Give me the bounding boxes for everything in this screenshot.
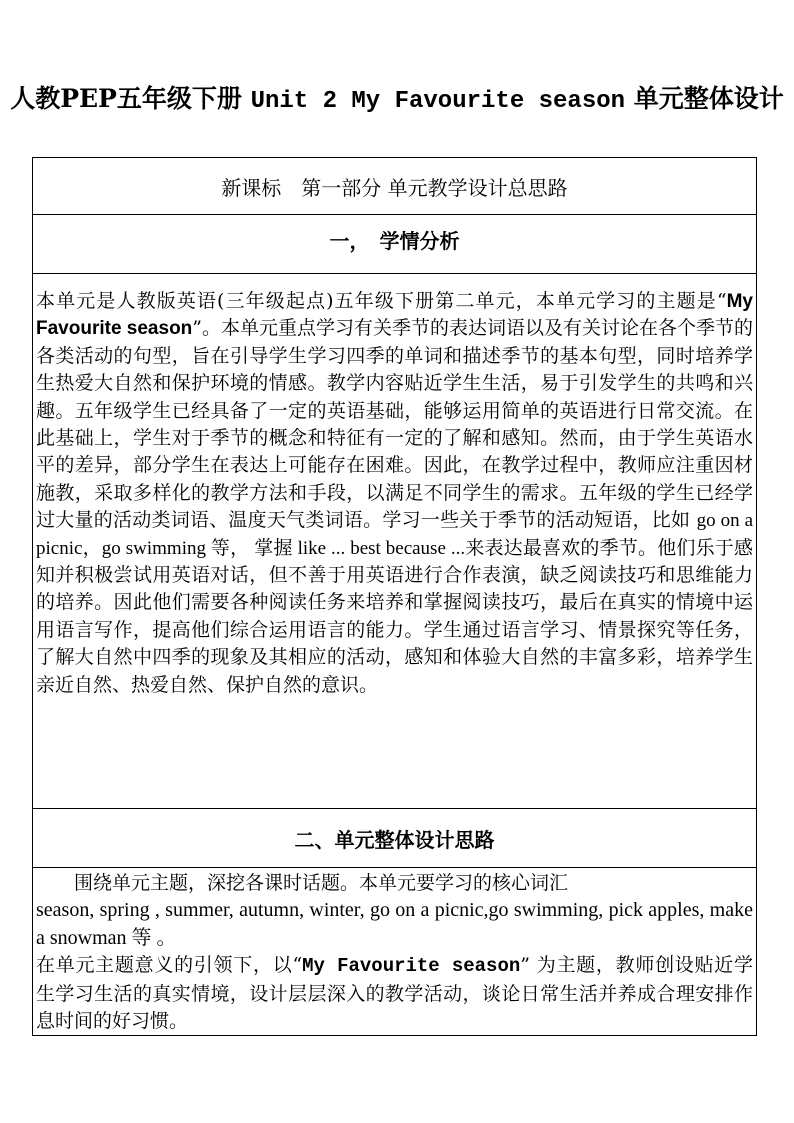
section1-body-cell (33, 274, 757, 809)
title-suffix: 单元整体设计 (633, 84, 784, 113)
design-idea-line-3 (36, 952, 753, 1035)
design-idea-part-c: ” 为主题，教师创设贴近学生学习生活的真实情境，设计层层深入的教学活动，谈论日常生活并养成合理安排作息时间的好习惯。 (36, 954, 753, 1033)
analysis-part-3: ”。本单元重点学习有关季节的表达词语以及有关讨论在各个季节的各类活动的句型，旨在引导学生学习四季的单词和描述季节的基本句型，同时培养学生热爱大自然和保护环境的情感。教学内容贴近学生生活，易于引发学生的共鸣和兴趣。五年级学生已经具备了一定的英语基础，能够运用简单的英语进行日常交流。在此基础上，学生对于季节的概念和特征有一定的了解和感知。然而，由于学生英语水平的差异，部分学生在表达上可能存在困难。因此，在教学过程中，教师应注重因材施教，采取多样化的教学方法和手段，以满足不同学生的需求。五年级的学生已经学过大量的活动类词语、温度天气类词语。学习一些关于季节的活动短语，比如 (36, 317, 753, 532)
section2-body-cell (33, 868, 757, 1036)
table-header-cell (33, 158, 757, 215)
title-english: Unit 2 My Favourite season (250, 88, 626, 115)
section1-heading-cell (33, 215, 757, 274)
table-header-text: 新课标 第一部分 单元教学设计总思路 (221, 175, 568, 200)
learning-analysis-paragraph (33, 274, 756, 699)
section2-heading: 二、单元整体设计思路 (294, 827, 495, 852)
design-idea-line-1: 围绕单元主题，深挖各课时话题。本单元要学习的核心词汇 (74, 872, 569, 894)
analysis-part-5: 来表达最喜欢的季节。他们乐于感知并积极尝试用英语对话，但不善于用英语进行合作表演，缺乏阅读技巧和思维能力的培养。因此他们需要各种阅读任务来培养和掌握阅读技巧，最后在真实的情境中运用语言写作，提高他们综合运用语言的能力。学生通过语言学习、情景探究等任务，了解大自然中四季的现象及其相应的活动，感知和体验大自然的丰富多彩，培养学生亲近自然、热爱自然、保护自然的意识。 (36, 536, 753, 696)
analysis-english-phrases: go on a picnic，go swimming 等， 掌握 like ... best because ... (36, 510, 753, 559)
section1-heading: 一， 学情分析 (329, 229, 460, 253)
design-table (32, 157, 757, 1036)
section2-heading-cell (33, 809, 757, 868)
design-idea-paragraph (33, 868, 756, 1035)
analysis-unit-title: My Favourite season (36, 291, 753, 340)
analysis-part-1: 本单元是人教版英语(三年级起点)五年级下册第二单元，本单元学习的主题是“ (36, 290, 727, 312)
document-title (0, 78, 794, 123)
design-idea-part-a: 在单元主题意义的引领下，以“ (36, 954, 303, 977)
design-idea-vocabulary: season, spring , summer, autumn, winter, go on a picnic,go swimming, pick apples, make a snowman 等 。 (36, 899, 753, 949)
title-prefix: 人教PEP五年级下册 (10, 84, 242, 113)
design-idea-unit-title: My Favourite season (302, 955, 521, 978)
